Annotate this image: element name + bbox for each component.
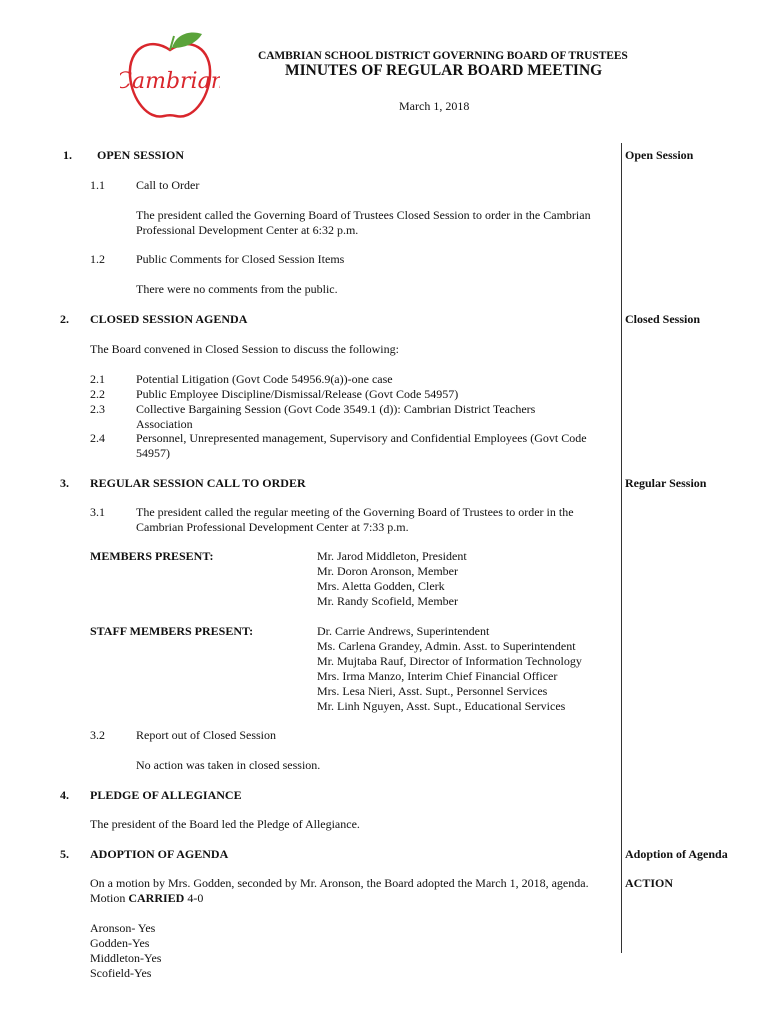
motion-tally: 4-0 — [187, 891, 204, 905]
members-list — [317, 549, 467, 609]
meeting-date: March 1, 2018 — [399, 99, 470, 113]
item-number: 3.2 — [90, 728, 105, 742]
staff-present-label: STAFF MEMBERS PRESENT: — [90, 624, 254, 638]
staff-member: Ms. Carlena Grandey, Admin. Asst. to Superintendent — [317, 639, 576, 653]
item-text: The president called the regular meeting of the Governing Board of Trustees to order in the Cambrian Professional Development Center at 7:33 p.m. — [136, 505, 574, 534]
document-title: MINUTES OF REGULAR BOARD MEETING — [285, 62, 603, 79]
margin-divider — [621, 143, 622, 953]
item-number: 2.1 — [90, 372, 105, 386]
vote: Godden-Yes — [90, 936, 150, 950]
section-intro: The Board convened in Closed Session to discuss the following: — [90, 342, 399, 356]
item-title: Public Comments for Closed Session Items — [136, 252, 345, 266]
item-text: Collective Bargaining Session (Govt Code 3549.1 (d)): Cambrian District Teachers Association — [136, 402, 536, 431]
item-text: The president called the Governing Board of Trustees Closed Session to order in the Cambrian Professional Development Center at 6:32 p.m. — [136, 208, 591, 237]
staff-member: Mr. Mujtaba Rauf, Director of Information Technology — [317, 654, 582, 668]
apple-logo-icon — [120, 28, 220, 123]
staff-member: Mrs. Irma Manzo, Interim Chief Financial Officer — [317, 669, 558, 683]
item-number: 1.1 — [90, 178, 105, 192]
logo-wordmark: Cambrian — [120, 69, 220, 94]
vote: Scofield-Yes — [90, 966, 152, 980]
side-label-regular-session: Regular Session — [625, 476, 707, 490]
member: Mr. Doron Aronson, Member — [317, 564, 458, 578]
section-number: 2. — [60, 312, 69, 326]
staff-list — [317, 624, 582, 714]
item-title: Call to Order — [136, 178, 200, 192]
section-title: CLOSED SESSION AGENDA — [90, 312, 248, 326]
item-number: 3.1 — [90, 505, 105, 519]
member: Mrs. Aletta Godden, Clerk — [317, 579, 445, 593]
section-title: OPEN SESSION — [97, 148, 185, 162]
staff-member: Mrs. Lesa Nieri, Asst. Supt., Personnel Services — [317, 684, 548, 698]
item-title: Report out of Closed Session — [136, 728, 276, 742]
item-number: 2.2 — [90, 387, 105, 401]
members-present-label: MEMBERS PRESENT: — [90, 549, 214, 563]
item-text: Public Employee Discipline/Dismissal/Release (Govt Code 54957) — [136, 387, 459, 401]
side-label-closed-session: Closed Session — [625, 312, 701, 326]
section-title: ADOPTION OF AGENDA — [90, 847, 229, 861]
cambrian-logo — [120, 28, 220, 123]
section-title: PLEDGE OF ALLEGIANCE — [90, 788, 242, 802]
item-text: Personnel, Unrepresented management, Supervisory and Confidential Employees (Govt Code 54957) — [136, 431, 587, 460]
motion-carried: CARRIED — [128, 891, 185, 905]
member: Mr. Randy Scofield, Member — [317, 594, 458, 608]
item-number: 1.2 — [90, 252, 105, 266]
side-label-adoption-of-agenda: Adoption of Agenda — [625, 847, 728, 861]
staff-member: Mr. Linh Nguyen, Asst. Supt., Educational Services — [317, 699, 566, 713]
vote: Aronson- Yes — [90, 921, 156, 935]
item-text: There were no comments from the public. — [136, 282, 338, 296]
section-number: 4. — [60, 788, 69, 802]
motion-result — [90, 891, 203, 906]
motion-prefix: Motion — [90, 891, 126, 905]
org-name: CAMBRIAN SCHOOL DISTRICT GOVERNING BOARD OF TRUSTEES — [258, 50, 628, 62]
item-text: Potential Litigation (Govt Code 54956.9(a))-one case — [136, 372, 393, 386]
staff-member: Dr. Carrie Andrews, Superintendent — [317, 624, 490, 638]
vote-list — [90, 921, 161, 981]
item-number: 2.4 — [90, 431, 105, 445]
side-label-open-session: Open Session — [625, 148, 694, 162]
item-text: No action was taken in closed session. — [136, 758, 321, 772]
member: Mr. Jarod Middleton, President — [317, 549, 467, 563]
section-text: The president of the Board led the Pledge of Allegiance. — [90, 817, 360, 831]
section-number: 5. — [60, 847, 69, 861]
section-number: 1. — [63, 148, 72, 162]
section-title: REGULAR SESSION CALL TO ORDER — [90, 476, 306, 490]
item-number: 2.3 — [90, 402, 105, 416]
side-label-action: ACTION — [625, 876, 674, 890]
vote: Middleton-Yes — [90, 951, 162, 965]
motion-text: On a motion by Mrs. Godden, seconded by Mr. Aronson, the Board adopted the March 1, 2018, agenda. — [90, 876, 589, 890]
section-number: 3. — [60, 476, 69, 490]
